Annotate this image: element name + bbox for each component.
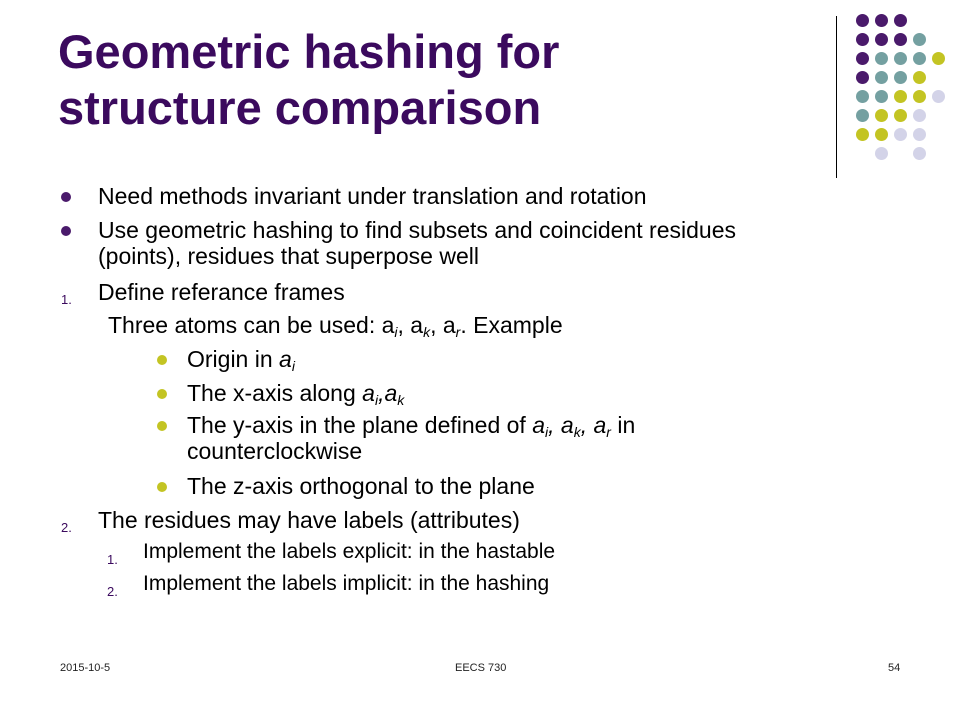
item-number: 2. [61, 520, 72, 535]
decor-dot [913, 52, 926, 65]
item-text: Implement the labels explicit: in the hastable [143, 540, 556, 563]
decorative-dot-grid [852, 14, 952, 154]
bullet-dot [61, 192, 71, 202]
bullet-text: (points), residues that superpose well [98, 243, 479, 269]
bullet-dot [157, 355, 167, 365]
footer-date: 2015-10-5 [60, 662, 111, 674]
example-suffix: . Example [460, 312, 563, 338]
decor-dot [856, 71, 869, 84]
text-part: in [610, 412, 636, 438]
bullet-text: Need methods invariant under translation and rotation [98, 183, 647, 209]
sub-bullet-text [187, 380, 404, 406]
decor-dot [894, 128, 907, 141]
decor-dot [856, 33, 869, 46]
decor-dot [913, 109, 926, 122]
sub-bullet-text [187, 346, 295, 372]
decor-dot [913, 147, 926, 160]
example-sep: , a [430, 312, 456, 338]
decor-dot [875, 33, 888, 46]
bullet-dot [157, 389, 167, 399]
subscript: i [374, 392, 379, 408]
variable: a [560, 412, 574, 438]
footer-page-number: 54 [888, 662, 901, 674]
bullet-dot [157, 421, 167, 431]
example-prefix: Three atoms can be used: a [108, 312, 395, 338]
decor-dot [875, 90, 888, 103]
text-part: The x-axis along [187, 380, 363, 406]
item-number: 1. [107, 552, 118, 567]
decor-dot [856, 128, 869, 141]
variable: a [279, 346, 292, 372]
decor-dot [894, 109, 907, 122]
decor-dot [913, 128, 926, 141]
decor-dot [894, 14, 907, 27]
text-part: The y-axis in the plane defined of [187, 412, 533, 438]
text-part: , [580, 412, 594, 438]
bullet-dot [157, 482, 167, 492]
footer-course: EECS 730 [455, 662, 507, 674]
bullet-dot [61, 226, 71, 236]
decor-dot [856, 90, 869, 103]
decor-dot [894, 71, 907, 84]
item-number: 1. [61, 292, 72, 307]
subscript: r [606, 424, 611, 440]
example-text [108, 312, 563, 338]
decor-dot [913, 90, 926, 103]
decor-dot [875, 147, 888, 160]
slide-title [58, 24, 798, 136]
decor-dot [894, 33, 907, 46]
text-part: , [548, 412, 561, 438]
decor-dot [913, 71, 926, 84]
text-part: , [378, 380, 385, 406]
decor-dot [875, 14, 888, 27]
subscript: k [573, 424, 581, 440]
subscript: k [423, 324, 431, 340]
decor-dot [875, 128, 888, 141]
item-text: Implement the labels implicit: in the hashing [143, 572, 550, 595]
title-line-1: Geometric hashing for [58, 25, 560, 78]
decor-dot [875, 52, 888, 65]
decor-dot [932, 52, 945, 65]
decor-dot [894, 52, 907, 65]
decor-dot [856, 109, 869, 122]
subscript: i [291, 358, 295, 374]
title-line-2: structure comparison [58, 81, 542, 134]
decor-dot [932, 90, 945, 103]
subscript: k [397, 392, 405, 408]
decor-dot [875, 109, 888, 122]
subscript: i [394, 324, 398, 340]
item-text: Define referance frames [98, 279, 345, 305]
variable: a [362, 380, 375, 406]
variable: a [532, 412, 546, 438]
decor-dot [894, 90, 907, 103]
item-number: 2. [107, 584, 118, 599]
sub-bullet-text [187, 412, 635, 438]
divider-line [836, 16, 837, 178]
variable: a [593, 412, 607, 438]
decor-dot [856, 14, 869, 27]
sub-bullet-text: counterclockwise [187, 438, 363, 464]
subscript: r [455, 324, 461, 340]
text-part: Origin in [187, 346, 280, 372]
item-text: The residues may have labels (attributes) [98, 507, 520, 533]
decor-dot [913, 33, 926, 46]
decor-dot [875, 71, 888, 84]
variable: a [384, 380, 398, 406]
subscript: i [545, 424, 549, 440]
bullet-text: Use geometric hashing to find subsets and coincident residues [98, 217, 736, 243]
sub-bullet-text: The z-axis orthogonal to the plane [187, 473, 535, 499]
example-sep: , a [397, 312, 424, 338]
decor-dot [856, 52, 869, 65]
